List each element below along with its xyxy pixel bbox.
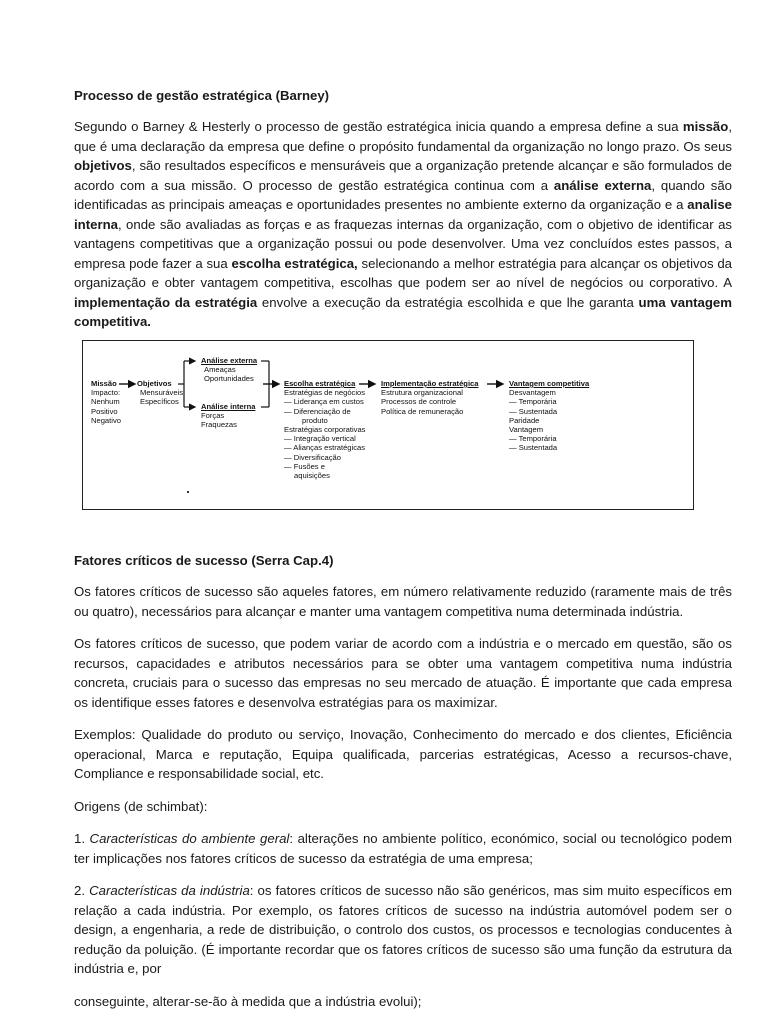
escolha-item: — Alianças estratégicas <box>284 443 366 453</box>
list-item-industria: 2. Características da indústria: os fatores críticos de sucesso não são genéricos, mas sim muito específicos em relação a cada indústria. Por exemplo, os fatores críticos de sucesso na indústria automóvel podem ser o design, a engenharia, a rede de distribuição, o controlo dos custos, os processos e tecnologias conducentes à redução da poluição. (É importante recordar que os fatores críticos de sucesso são uma função da estrutura da indústria e, por <box>74 883 732 976</box>
implementacao-item: Processos de controle <box>381 397 457 407</box>
analise-externa-item: Oportunidades <box>204 374 254 384</box>
paragraph-barney: Segundo o Barney & Hesterly o processo de gestão estratégica inicia quando a empresa define a sua missão, que é uma declaração da empresa que define o propósito fundamental da organização no longo prazo. Os seus objetivos, são resultados específicos e mensuráveis que a organização pretende alcançar e são formulados de acordo com a sua missão. O processo de gestão estratégica continua com a análise externa, quando são identificadas as principais ameaças e oportunidades presentes no ambiente externo da organização e a analise interna, onde são avaliadas as forças e as fraquezas internas da organização, com o objetivo de identificar as vantagens competitivas que a organização possui ou pode desenvolver. Uma vez concluídos estes passos, a empresa pode fazer a sua escolha estratégica, selecionando a melhor estratégia para alcançar os objetivos da organização e obter vantagem competitiva, escolhas que podem ser ao nível de negócios ou corporativo. A implementação da estratégia envolve a execução da estratégia escolhida e que lhe garanta uma vantagem competitiva. <box>74 119 732 329</box>
vantagem-item: Desvantagem <box>509 388 556 398</box>
escolha-item: — Liderança em custos <box>284 397 364 407</box>
implementacao-item: Política de remuneração <box>381 406 464 416</box>
escolha-item: — Diversificação <box>284 452 341 462</box>
objetivos-title: Objetivos <box>137 379 172 388</box>
analise-interna-title: Análise interna <box>201 402 256 411</box>
analise-externa-title: Análise externa <box>201 356 258 365</box>
vantagem-title: Vantagem competitiva <box>509 379 590 388</box>
paragraph-origens: Origens (de schimbat): <box>74 798 208 814</box>
section-fatores <box>74 551 732 1011</box>
paragraph-fatores-1: Os fatores críticos de sucesso são aqueles fatores, em número relativamente reduzido (raramente mais de três ou quatro), necessários para alcançar e manter uma vantagem competitiva numa determinada indústria. <box>74 584 732 619</box>
section-title-fatores: Fatores críticos de sucesso (Serra Cap.4) <box>74 553 334 568</box>
escolha-title: Escolha estratégica <box>284 379 356 388</box>
document-page <box>74 86 732 332</box>
analise-interna-item: Fraquezas <box>201 420 237 430</box>
vantagem-item: — Temporária <box>509 434 557 444</box>
escolha-item: aquisições <box>294 471 330 481</box>
objetivos-item: Mensuráveis <box>140 388 184 398</box>
diagram-analise-externa <box>201 356 257 384</box>
paragraph-fatores-2: Os fatores críticos de sucesso, que podem variar de acordo com a indústria e o mercado em questão, são os recursos, capacidades e atributos necessários para se obter uma vantagem competitiva numa indústria concreta, cruciais para o sucesso das empresas no seu mercado de atuação. É importante que cada empresa os identifique esses fatores e desenvolva estratégias para os maximizar. <box>74 636 732 710</box>
missao-item: Impacto: <box>91 388 121 398</box>
scan-speck <box>187 491 189 493</box>
escolha-item: Estratégias corporativas <box>284 425 366 435</box>
missao-item: Negativo <box>91 415 121 425</box>
paragraph-conseguinte: conseguinte, alterar-se-ão à medida que a indústria evolui); <box>74 993 422 1009</box>
analise-externa-item: Ameaças <box>204 365 236 375</box>
list-item-ambiente-geral: 1. Características do ambiente geral: alterações no ambiente político, económico, social ou tecnológico podem ter implicações nos fatores críticos de sucesso da estratégia de uma empresa; <box>74 831 732 866</box>
diagram-missao <box>91 379 121 425</box>
paragraph-exemplos: Exemplos: Qualidade do produto ou serviço, Inovação, Conhecimento do mercado e dos clientes, Eficiência operacional, Marca e reputação, Equipa qualificada, parcerias estratégicas, Acesso a recursos-chave, Compliance e responsabilidade social, etc. <box>74 727 732 781</box>
diagram-implementacao <box>381 379 479 416</box>
diagram-vantagem <box>509 379 589 453</box>
escolha-item: produto <box>302 415 328 425</box>
escolha-item: — Diferenciação de <box>284 406 351 416</box>
analise-interna-item: Forças <box>201 411 225 421</box>
implementacao-item: Estrutura organizacional <box>381 388 463 398</box>
diagram-arrows <box>83 341 693 509</box>
missao-title: Missão <box>91 379 117 388</box>
diagram-objetivos <box>137 379 183 407</box>
strategic-process-diagram <box>82 340 694 510</box>
diagram-escolha <box>284 379 365 480</box>
vantagem-item: — Temporária <box>509 397 557 407</box>
escolha-item: Estratégias de negócios <box>284 388 366 398</box>
section-title-barney: Processo de gestão estratégica (Barney) <box>74 88 330 103</box>
implementacao-title: Implementação estratégica <box>381 379 479 388</box>
missao-item: Positivo <box>91 406 118 416</box>
diagram-analise-interna <box>201 402 255 430</box>
vantagem-item: — Sustentada <box>509 443 558 453</box>
vantagem-item: Vantagem <box>509 425 544 435</box>
vantagem-item: — Sustentada <box>509 406 558 416</box>
escolha-item: — Fusões e <box>284 461 325 471</box>
objetivos-item: Específicos <box>140 397 179 407</box>
vantagem-item: Paridade <box>509 415 540 425</box>
missao-item: Nenhum <box>91 397 120 407</box>
escolha-item: — Integração vertical <box>284 434 356 444</box>
